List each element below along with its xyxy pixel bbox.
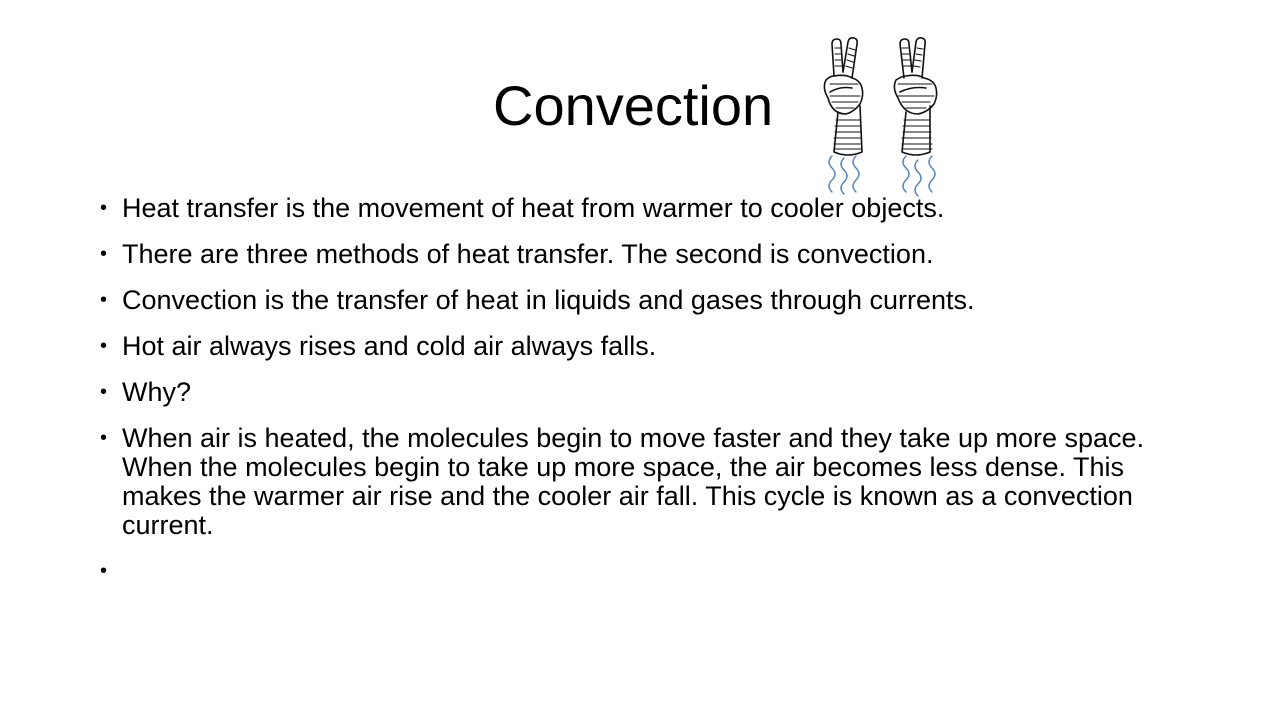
bullet-marker: • <box>100 427 108 449</box>
bullet-marker: • <box>100 243 108 265</box>
bullet-text: There are three methods of heat transfer. The second is convection. <box>122 239 934 269</box>
bullet-text: Hot air always rises and cold air always falls. <box>122 331 657 361</box>
bullet-marker: • <box>100 197 108 219</box>
bullet-text: Heat transfer is the movement of heat from warmer to cooler objects. <box>122 193 945 223</box>
bullet-text: Why? <box>122 377 192 407</box>
hands-heat-waves-illustration <box>818 36 950 198</box>
bullet-item-why <box>100 378 1210 407</box>
bullet-item-explanation <box>100 424 1210 540</box>
bullet-item-three-methods <box>100 240 1210 269</box>
bullet-item-heat-transfer <box>100 194 1210 223</box>
slide-title: Convection <box>493 74 774 137</box>
bullet-item-empty <box>100 557 1210 586</box>
heat-waves-icon <box>829 156 935 196</box>
bullet-text: When air is heated, the molecules begin to move faster and they take up more space. When the molecules begin to take up more space, the air becomes less dense. This makes the warmer air rise and the cooler air fall. This cycle is known as a convection current. <box>122 423 1145 540</box>
bullet-marker: • <box>100 381 108 403</box>
bullet-item-hot-air-rises <box>100 332 1210 361</box>
bullet-marker: • <box>100 289 108 311</box>
right-hand-icon <box>894 38 936 155</box>
bullet-item-convection-definition <box>100 286 1210 315</box>
bullet-list <box>100 194 1210 603</box>
bullet-text: Convection is the transfer of heat in liquids and gases through currents. <box>122 285 975 315</box>
left-hand-icon <box>824 38 862 155</box>
bullet-marker: • <box>100 560 108 582</box>
bullet-marker: • <box>100 335 108 357</box>
